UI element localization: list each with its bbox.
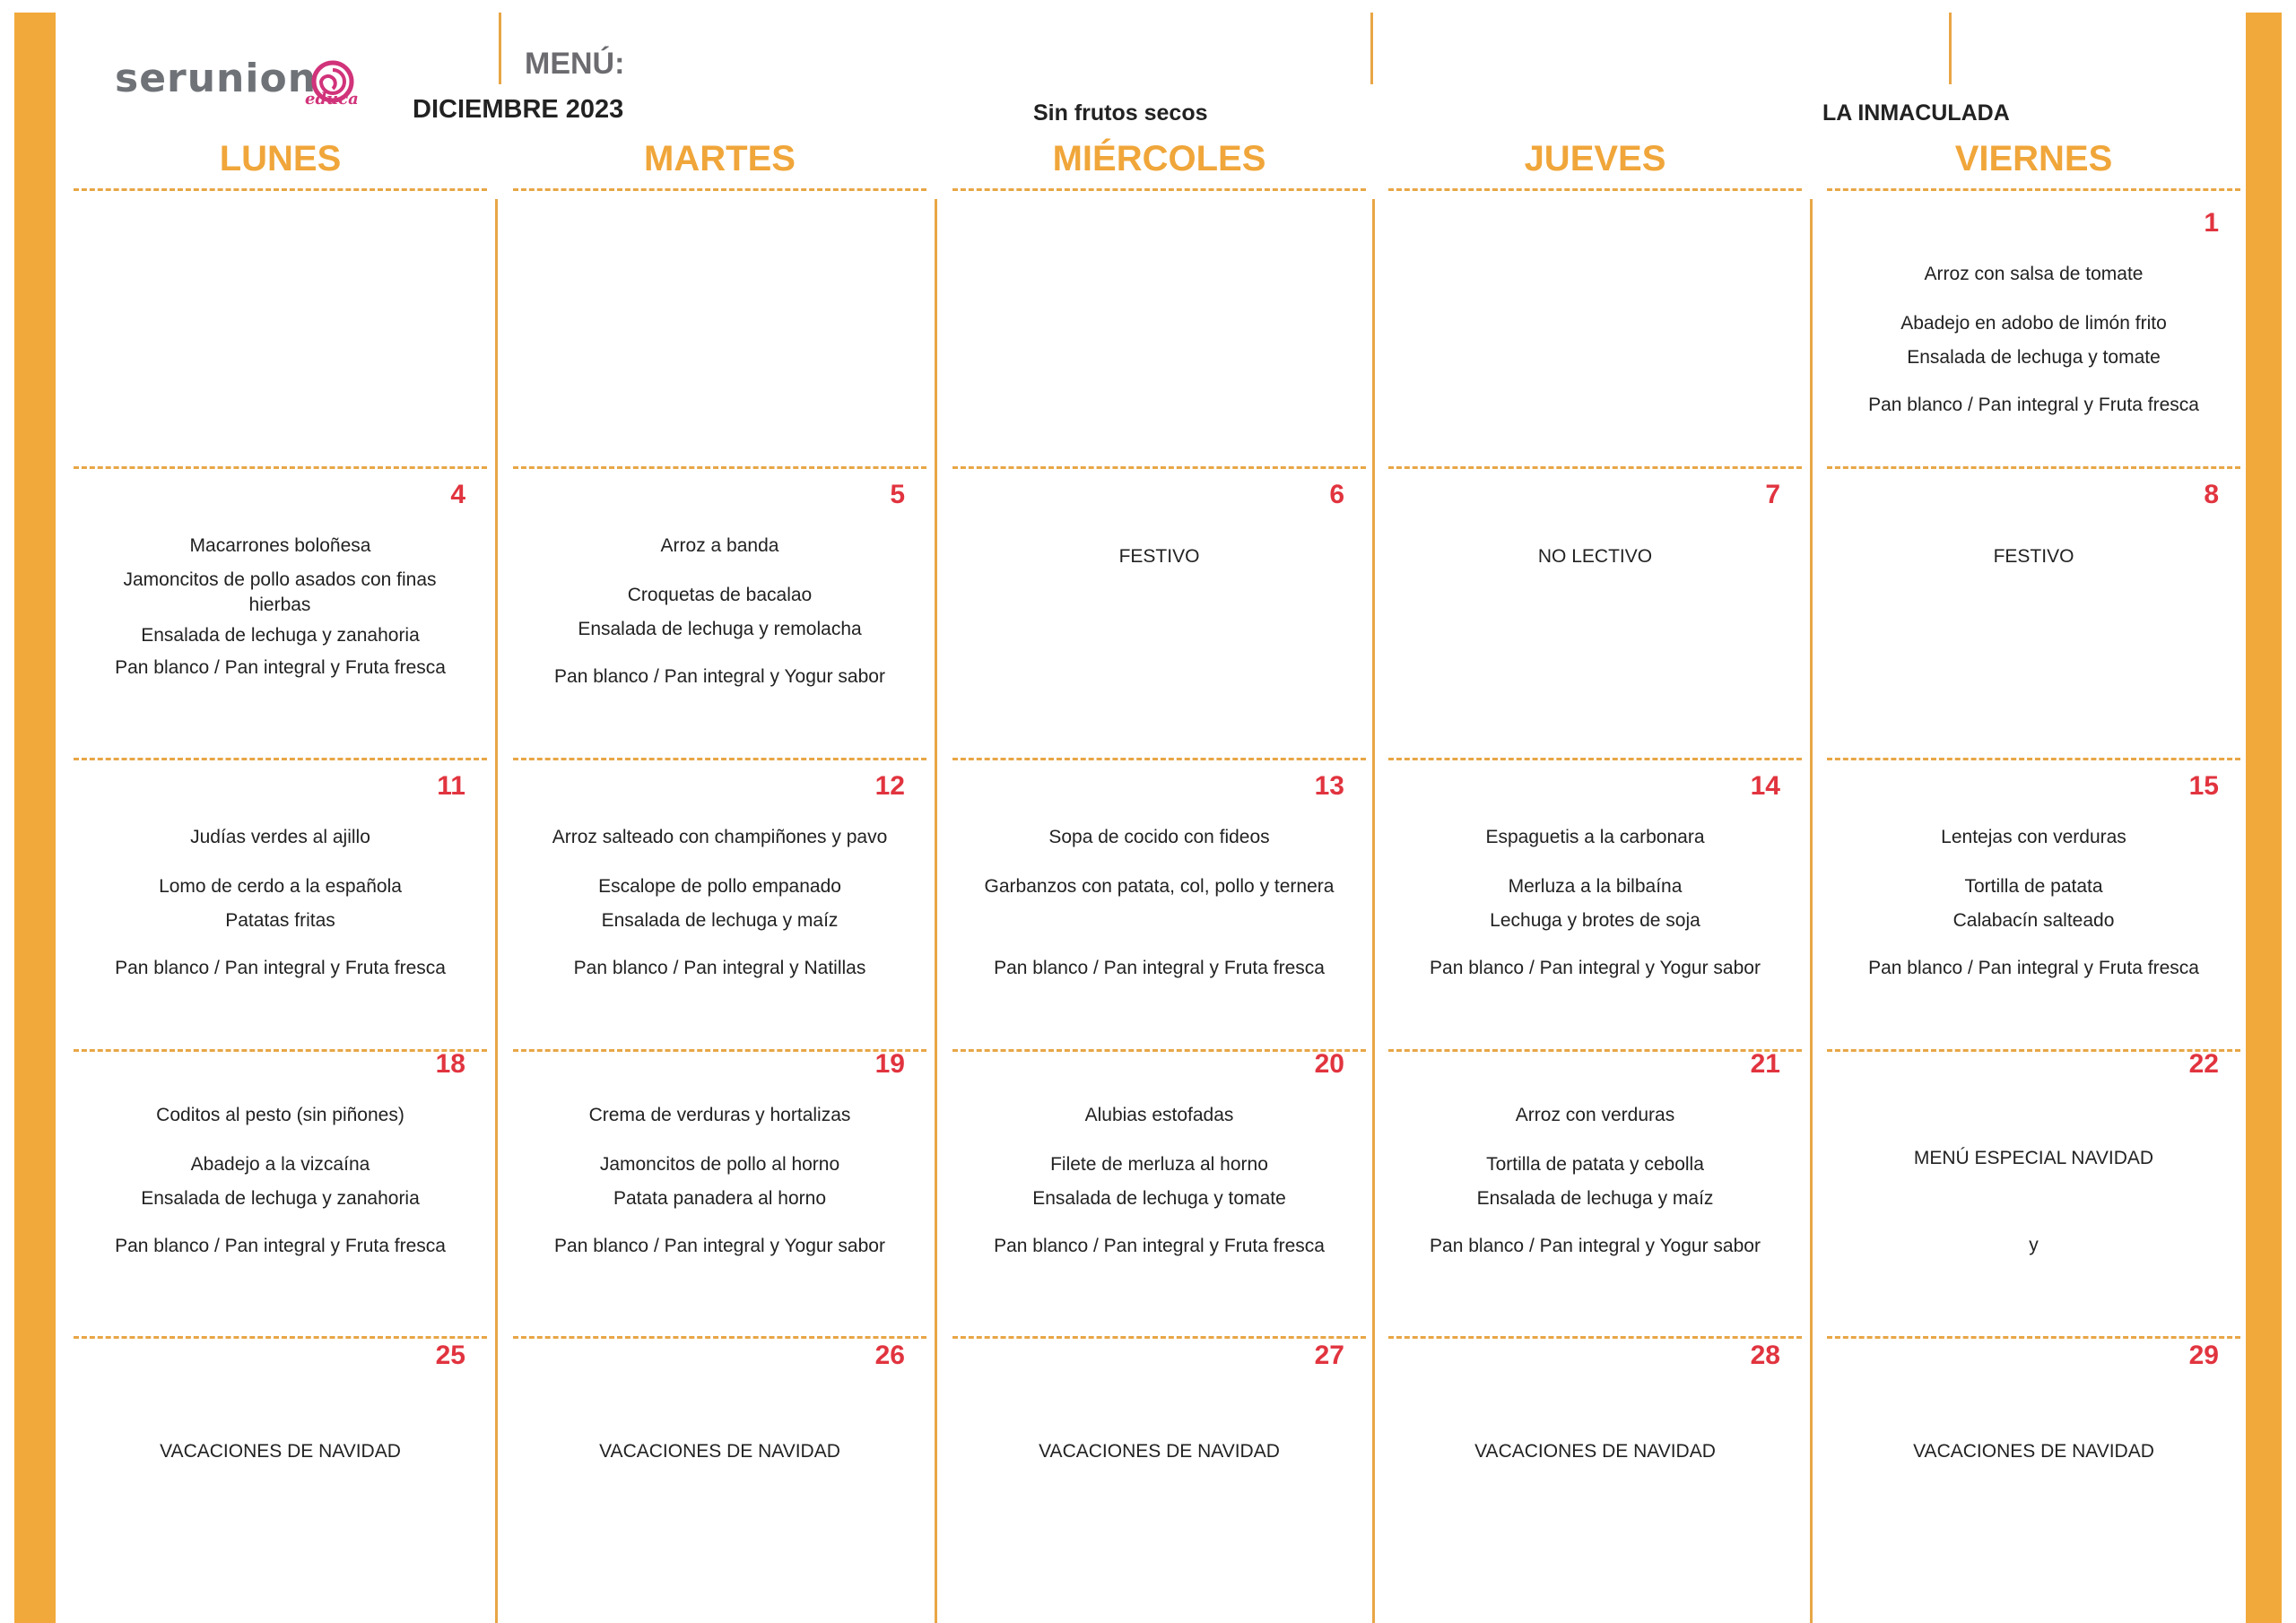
menu-dish: Pan blanco / Pan integral y Yogur sabor [1430, 1236, 1761, 1256]
logo-sub-text: educa [305, 90, 359, 108]
menu-dish: Pan blanco / Pan integral y Fruta fresca [115, 657, 446, 678]
menu-dish: Calabacín salteado [1952, 910, 2115, 931]
menu-cell [1816, 1332, 2251, 1601]
menu-dish: NO LECTIVO [1537, 546, 1653, 567]
menu-dish: Ensalada de lechuga y maíz [1476, 1188, 1714, 1209]
menu-dish: FESTIVO [1118, 546, 1200, 567]
menu-cell [502, 1040, 937, 1309]
menu-dish: Arroz con salsa de tomate [1924, 264, 2144, 284]
menu-cell [942, 199, 1377, 468]
menu-dish: Sopa de cocido con fideos [1048, 827, 1270, 847]
menu-dish: Patata panadera al horno [613, 1188, 827, 1209]
left-orange-border [14, 13, 56, 1623]
logo-brand-text: serunion [115, 56, 317, 101]
menu-dish: Lentejas con verduras [1941, 827, 2126, 847]
menu-cell [942, 762, 1377, 1031]
day-number: 19 [874, 1049, 905, 1079]
menu-cell [63, 762, 498, 1031]
menu-dish: Pan blanco / Pan integral y Yogur sabor [554, 1236, 885, 1256]
menu-dish: Arroz con verduras [1515, 1105, 1675, 1125]
day-number: 21 [1750, 1049, 1780, 1079]
day-number: 27 [1314, 1341, 1344, 1370]
day-number: 6 [1329, 480, 1344, 509]
menu-label: MENÚ: [525, 47, 625, 81]
menu-dish: Espaguetis a la carbonara [1485, 827, 1705, 847]
menu-dish: VACACIONES DE NAVIDAD [599, 1441, 840, 1462]
day-header-lunes: LUNES [219, 139, 342, 178]
menu-dish: Pan blanco / Pan integral y Fruta fresca [115, 1236, 446, 1256]
menu-cell [502, 1332, 937, 1601]
menu-cell [1816, 199, 2251, 468]
menu-dish: Escalope de pollo empanado [598, 876, 841, 897]
menu-cell [63, 471, 498, 740]
menu-cell [502, 471, 937, 740]
day-header-viernes: VIERNES [1954, 139, 2113, 178]
menu-dish: Filete de merluza al horno [1050, 1154, 1268, 1175]
menu-cell [942, 471, 1377, 740]
menu-cell [942, 1332, 1377, 1601]
top-divider [1370, 13, 1373, 84]
day-header-jueves: JUEVES [1524, 139, 1666, 178]
menu-dish: FESTIVO [1993, 546, 2074, 567]
right-orange-border [2246, 13, 2282, 1623]
menu-cell [1378, 471, 1813, 740]
menu-cell [1378, 762, 1813, 1031]
menu-dish: Pan blanco / Pan integral y Fruta fresca [1868, 958, 2199, 978]
day-header-miércoles: MIÉRCOLES [1052, 139, 1266, 178]
header-separator [513, 188, 926, 191]
menu-dish: Ensalada de lechuga y maíz [601, 910, 839, 931]
day-number: 7 [1765, 480, 1780, 509]
header-separator [74, 188, 487, 191]
menu-cell [63, 1040, 498, 1309]
day-number: 20 [1314, 1049, 1344, 1079]
menu-cell [1816, 471, 2251, 740]
header-separator [1827, 188, 2240, 191]
menu-dish: MENÚ ESPECIAL NAVIDAD [1913, 1148, 2154, 1168]
menu-dish: Pan blanco / Pan integral y Fruta fresca [115, 958, 446, 978]
allergen-note: Sin frutos secos [1033, 100, 1208, 126]
menu-dish: VACACIONES DE NAVIDAD [1474, 1441, 1716, 1462]
menu-cell [1378, 1040, 1813, 1309]
row-separator [74, 758, 487, 760]
menu-dish: Pan blanco / Pan integral y Natillas [573, 958, 866, 978]
menu-dish: Patatas fritas [225, 910, 335, 931]
serunion-logo [115, 56, 357, 118]
top-divider [1949, 13, 1952, 84]
day-header-martes: MARTES [644, 139, 796, 178]
menu-cell [942, 1040, 1377, 1309]
menu-dish: VACACIONES DE NAVIDAD [1913, 1441, 2154, 1462]
menu-dish: Garbanzos con patata, col, pollo y ternera [984, 876, 1335, 897]
day-number: 26 [874, 1341, 905, 1370]
menu-dish: Lechuga y brotes de soja [1490, 910, 1700, 931]
day-number: 1 [2204, 208, 2219, 238]
menu-dish: Tortilla de patata y cebolla [1486, 1154, 1704, 1175]
menu-dish: Coditos al pesto (sin piñones) [156, 1105, 404, 1125]
menu-dish: y [2029, 1235, 2039, 1255]
menu-dish: Merluza a la bilbaína [1508, 876, 1683, 897]
day-number: 5 [890, 480, 905, 509]
header-separator [952, 188, 1366, 191]
day-number: 8 [2204, 480, 2219, 509]
day-number: 12 [874, 771, 905, 801]
menu-dish: Ensalada de lechuga y tomate [1032, 1188, 1286, 1209]
menu-dish: Tortilla de patata [1964, 876, 2103, 897]
day-number: 29 [2188, 1341, 2219, 1370]
menu-dish: Pan blanco / Pan integral y Fruta fresca [994, 958, 1325, 978]
day-number: 15 [2188, 771, 2219, 801]
menu-cell [1378, 199, 1813, 468]
top-divider [499, 13, 501, 84]
menu-dish: Macarrones boloñesa [189, 535, 371, 556]
row-separator [513, 758, 926, 760]
menu-dish: VACACIONES DE NAVIDAD [1039, 1441, 1280, 1462]
month-title: DICIEMBRE 2023 [413, 95, 624, 124]
menu-dish: Abadejo a la vizcaína [190, 1154, 370, 1175]
menu-dish: Lomo de cerdo a la española [159, 876, 402, 897]
menu-dish: Jamoncitos de pollo al horno [599, 1154, 840, 1175]
menu-dish: Jamoncitos de pollo asados con finas hierbas [123, 569, 437, 615]
menu-dish: Alubias estofadas [1084, 1105, 1234, 1125]
day-number: 18 [435, 1049, 465, 1079]
day-number: 14 [1750, 771, 1780, 801]
menu-dish: Croquetas de bacalao [627, 585, 813, 605]
menu-dish: Judías verdes al ajillo [190, 827, 370, 847]
menu-cell [1816, 1040, 2251, 1309]
menu-dish: Arroz salteado con champiñones y pavo [552, 827, 888, 847]
menu-cell [502, 762, 937, 1031]
day-number: 28 [1750, 1341, 1780, 1370]
day-number: 13 [1314, 771, 1344, 801]
day-number: 22 [2188, 1049, 2219, 1079]
menu-dish: Pan blanco / Pan integral y Fruta fresca [994, 1236, 1325, 1256]
menu-dish: Crema de verduras y hortalizas [588, 1105, 851, 1125]
day-number: 11 [437, 771, 465, 801]
menu-dish: Pan blanco / Pan integral y Fruta fresca [1868, 395, 2199, 415]
menu-dish: Arroz a banda [660, 535, 779, 556]
menu-dish: Pan blanco / Pan integral y Yogur sabor [554, 666, 885, 687]
menu-dish: Pan blanco / Pan integral y Yogur sabor [1430, 958, 1761, 978]
day-number: 25 [435, 1341, 465, 1370]
menu-cell [1378, 1332, 1813, 1601]
day-number: 4 [450, 480, 465, 509]
menu-dish: Ensalada de lechuga y zanahoria [141, 1188, 420, 1209]
menu-cell [502, 199, 937, 468]
menu-dish: Ensalada de lechuga y remolacha [578, 619, 862, 639]
row-separator [1827, 758, 2240, 760]
header-separator [1388, 188, 1802, 191]
menu-cell [1816, 762, 2251, 1031]
row-separator [1388, 758, 1802, 760]
menu-cell [63, 1332, 498, 1601]
menu-dish: Abadejo en adobo de limón frito [1900, 313, 2167, 334]
holiday-note: LA INMACULADA [1822, 100, 2010, 126]
menu-dish: VACACIONES DE NAVIDAD [160, 1441, 401, 1462]
menu-dish: Ensalada de lechuga y zanahoria [141, 625, 420, 646]
row-separator [952, 758, 1366, 760]
menu-dish: Ensalada de lechuga y tomate [1907, 347, 2161, 368]
menu-cell [63, 199, 498, 468]
